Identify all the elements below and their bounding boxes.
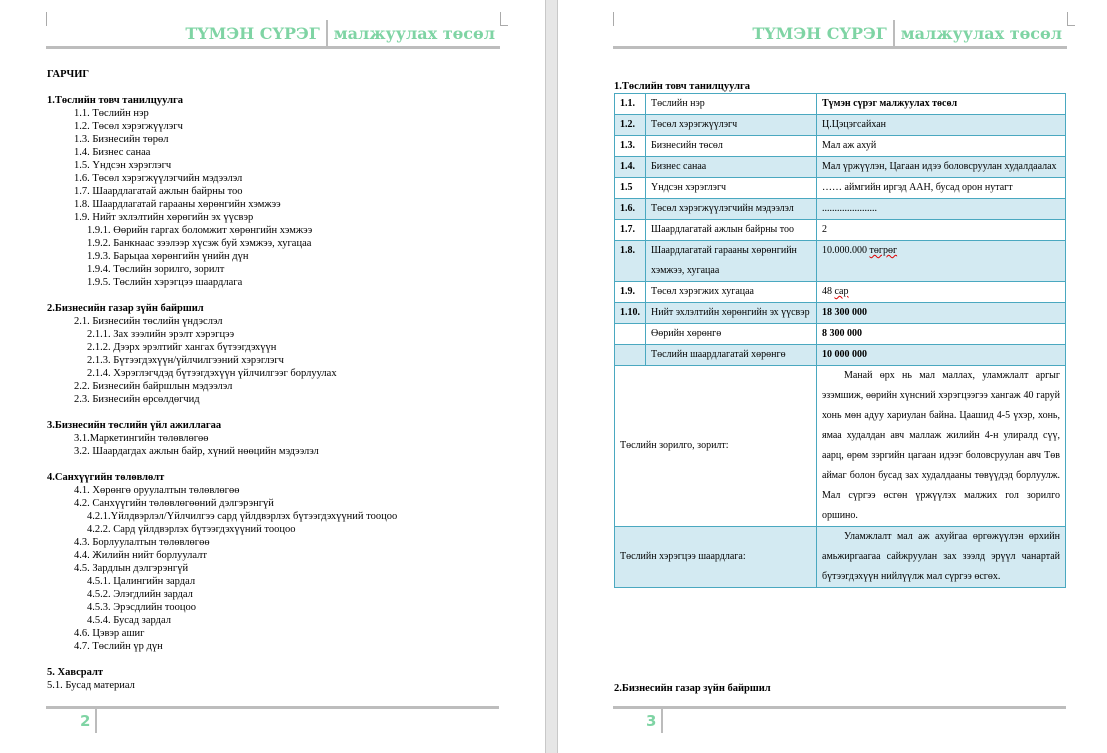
toc-entry[interactable]: 1.4. Бизнес санаа (74, 147, 151, 158)
toc-section-heading[interactable]: 3.Бизнесийн төслийн үйл ажиллагаа (47, 420, 222, 431)
row-value-text: Мал аж ахуй (822, 140, 877, 151)
row-number: 1.9. (615, 282, 646, 303)
row-label: Төсөл хэрэгжүүлэгчийн мэдээлэл (646, 199, 817, 220)
row-number (615, 324, 646, 345)
table-row (615, 345, 1066, 366)
row-label: Төслийн нэр (646, 94, 817, 115)
row-label: Нийт эхлэлтийн хөрөнгийн эх үүсвэр (646, 303, 817, 324)
toc-spacer (47, 458, 397, 471)
toc-entry[interactable]: 2.1.1. Зах зээлийн эрэлт хэрэгцээ (87, 329, 235, 340)
row-number: 1.5 (615, 178, 646, 199)
toc-title: ГАРЧИГ (47, 69, 90, 80)
project-summary-table (614, 93, 1066, 588)
header-title-right: малжуулах төсөл (900, 23, 1062, 43)
table-row (615, 303, 1066, 324)
toc-section-heading[interactable]: 1.Төслийн товч танилцуулга (47, 95, 184, 106)
toc-entry[interactable]: 1.9.5. Төслийн хэрэгцээ шаардлага (87, 277, 243, 288)
row-value-text: 48 (822, 286, 835, 297)
table-row (615, 157, 1066, 178)
row-value-text: Мал үржүүлэн, Цагаан идээ боловсруулан худалдаалах (822, 161, 1057, 172)
footer-divider (661, 709, 663, 733)
row-number: 1.3. (615, 136, 646, 157)
toc-entry[interactable]: 4.7. Төслийн үр дүн (74, 641, 163, 652)
header-rule (613, 46, 1067, 49)
toc-entry[interactable]: 4.1. Хөрөнгө оруулалтын төлөвлөгөө (74, 485, 240, 496)
row-value (817, 303, 1066, 324)
row-value (817, 282, 1066, 303)
section-title: 1.Төслийн товч танилцуулга (614, 81, 751, 92)
goal-text: Манай өрх нь мал маллах, уламжлалт аргыг эзэмшиж, өөрийн хүнсний хэрэгцээгээ хангаж 40 гаруй хонь мөн адуу хариулан байна. Цаашид 4-5 үхэр, хонь, ямаа худалдан авч маллаж жилийн 4-н улиралд сүү, аарц, өрөм зэргийн цагаан идээг боловсруулан авч Төв аймаг болон бусад зах худалдааны төвүүдэд борлуулж. Мал сүргээ өсгөн үржүүлэх малжих гол зорилго оршино. (817, 366, 1066, 527)
row-value (817, 345, 1066, 366)
toc-entry[interactable]: 4.5.2. Элэгдлийн зардал (87, 589, 193, 600)
toc-entry[interactable]: 4.5. Зардлын дэлгэрэнгүй (74, 563, 189, 574)
row-label: Төслийн шаардлагатай хөрөнгө (646, 345, 817, 366)
row-value (817, 220, 1066, 241)
toc-entry[interactable]: 1.3. Бизнесийн төрөл (74, 134, 169, 145)
row-value (817, 324, 1066, 345)
row-value-text: ...................... (822, 203, 877, 214)
header-title-left: ТҮМЭН СҮРЭГ (752, 23, 887, 43)
toc-entry[interactable]: 1.9.1. Өөрийн гаргах боломжит хөрөнгийн хэмжээ (87, 225, 313, 236)
toc-entry[interactable]: 4.2.1.Үйлдвэрлэл/Үйлчилгээ сард үйлдвэрлэх бүтээгдэхүүний тооцоо (87, 511, 398, 522)
row-value-text: …… аймгийн иргэд ААН, бусад орон нутагт (822, 182, 1013, 193)
toc-entry[interactable]: 1.2. Төсөл хэрэгжүүлэгч (74, 121, 183, 132)
table-row (615, 94, 1066, 115)
row-value (817, 94, 1066, 115)
row-value-text: Ц.Цэцэгсайхан (822, 119, 886, 130)
toc-entry[interactable]: 5.1. Бусад материал (47, 680, 135, 691)
row-value-text: 8 300 000 (822, 328, 862, 339)
header-title-left: ТҮМЭН СҮРЭГ (185, 23, 320, 43)
toc-section-heading[interactable]: 2.Бизнесийн газар зүйн байршил (47, 303, 204, 314)
toc-entry[interactable]: 1.7. Шаардлагатай ажлын байрны тоо (74, 186, 243, 197)
row-label: Төсөл хэрэгжих хугацаа (646, 282, 817, 303)
row-value (817, 178, 1066, 199)
header-rule (46, 46, 500, 49)
toc-entry[interactable]: 4.6. Цэвэр ашиг (74, 628, 145, 639)
table-row (615, 324, 1066, 345)
toc-entry[interactable]: 1.9. Нийт эхлэлтийн хөрөгийн эх үүсвэр (74, 212, 254, 223)
row-value (817, 241, 1066, 282)
toc-section-heading[interactable]: 5. Хавсралт (47, 667, 104, 678)
need-text: Уламжлалт мал аж ахуйгаа өргөжүүлэн өрхийн амьжиргаагаа сайжруулан зах зээлд эрүүл чанартай бүтээгдэхүүн нийлүүлж мал сүргээ өсгөх. (817, 527, 1066, 588)
row-label: Төсөл хэрэгжүүлэгч (646, 115, 817, 136)
row-label: Өөрийн хөрөнгө (646, 324, 817, 345)
toc-spacer (47, 653, 397, 666)
row-label: Бизнес санаа (646, 157, 817, 178)
toc-entry[interactable]: 1.9.3. Барьцаа хөрөнгийн үнийн дүн (87, 251, 249, 262)
toc-entry[interactable]: 4.5.4. Бусад зардал (87, 615, 171, 626)
toc-entry[interactable]: 2.2. Бизнесийн байршлын мэдээлэл (74, 381, 233, 392)
row-label: Шаардлагатай ажлын байрны тоо (646, 220, 817, 241)
goal-label: Төслийн зорилго, зорилт: (615, 366, 817, 527)
header-title-right: малжуулах төсөл (333, 23, 495, 43)
toc-entry[interactable]: 2.1. Бизнесийн төслийн үндэслэл (74, 316, 223, 327)
table-row (615, 199, 1066, 220)
toc-entry[interactable]: 2.3. Бизнесийн өрсөлдөгчид (74, 394, 200, 405)
row-number: 1.6. (615, 199, 646, 220)
table-row (615, 282, 1066, 303)
table-row (615, 136, 1066, 157)
row-label: Бизнесийн төсөл (646, 136, 817, 157)
page-gap (545, 0, 558, 753)
table-row (615, 241, 1066, 282)
row-number: 1.7. (615, 220, 646, 241)
toc-entry[interactable]: 1.6. Төсөл хэрэгжүүлэгчийн мэдээлэл (74, 173, 243, 184)
header-divider (326, 20, 328, 46)
next-section-title: 2.Бизнесийн газар зүйн байршил (614, 683, 771, 694)
page-header (47, 20, 495, 46)
header-divider (893, 20, 895, 46)
spellcheck-flagged-word: төгрөг (869, 245, 898, 256)
row-value-text: 2 (822, 224, 827, 235)
toc-entry[interactable]: 3.1.Маркетингийн төлөвлөгөө (74, 433, 209, 444)
toc-entry[interactable]: 4.5.1. Цалингийн зардал (87, 576, 196, 587)
toc-entry[interactable]: 2.1.4. Хэрэглэгчдэд бүтээгдэхүүн үйлчилгээг борлуулах (87, 368, 337, 379)
toc-entry[interactable]: 1.9.2. Банкнаас зээлээр хүсэж буй хэмжээ, хугацаа (87, 238, 312, 249)
row-number: 1.8. (615, 241, 646, 282)
row-number: 1.4. (615, 157, 646, 178)
row-label: Үндсэн хэрэглэгч (646, 178, 817, 199)
footer-rule (46, 706, 499, 709)
toc-entry[interactable]: 2.1.2. Дээрх эрэлтийг хангах бүтээгдэхүүн (87, 342, 277, 353)
document-page-3 (558, 0, 1107, 753)
row-number: 1.1. (615, 94, 646, 115)
table-of-contents (47, 68, 397, 692)
page-header (614, 20, 1062, 46)
toc-entry[interactable]: 3.2. Шаардагдах ажлын байр, хүний нөөцийн мэдээлэл (74, 446, 319, 457)
toc-section-heading[interactable]: 4.Санхүүгийн төлөвлөлт (47, 472, 165, 483)
row-value-text: 10 000 000 (822, 349, 867, 360)
row-number: 1.10. (615, 303, 646, 324)
toc-spacer (47, 289, 397, 302)
table-row (615, 220, 1066, 241)
row-number (615, 345, 646, 366)
page-number: 2 (80, 712, 91, 730)
table-row (615, 115, 1066, 136)
row-value (817, 157, 1066, 178)
table-row (615, 527, 1066, 588)
row-number: 1.2. (615, 115, 646, 136)
toc-entry[interactable]: 4.5.3. Эрэсдлийн тооцоо (87, 602, 196, 613)
toc-entry[interactable]: 4.2.2. Сард үйлдвэрлэх бүтээгдэхүүний тооцоо (87, 524, 296, 535)
spellcheck-flagged-word: сар (834, 286, 849, 297)
row-value-text: 18 300 000 (822, 307, 867, 318)
footer-divider (95, 709, 97, 733)
row-value-text: Түмэн сүрэг малжуулах төсөл (822, 98, 958, 109)
document-page-2 (0, 0, 545, 753)
toc-entry[interactable]: 1.9.4. Төслийн зорилго, зорилт (87, 264, 225, 275)
toc-spacer (47, 406, 397, 419)
row-value (817, 199, 1066, 220)
row-label: Шаардлагатай гарааны хөрөнгийн хэмжээ, хугацаа (646, 241, 817, 282)
toc-entry[interactable]: 2.1.3. Бүтээгдэхүүн/үйлчилгээний хэрэглэгч (87, 355, 284, 366)
page-number: 3 (646, 712, 657, 730)
table-row (615, 366, 1066, 527)
footer-rule (613, 706, 1066, 709)
row-value (817, 136, 1066, 157)
toc-entry[interactable]: 1.5. Үндсэн хэрэглэгч (74, 160, 172, 171)
toc-entry[interactable]: 4.2. Санхүүгийн төлөвлөгөөний дэлгэрэнгүй (74, 498, 274, 509)
toc-entry[interactable]: 4.3. Борлуулалтын төлөвлөгөө (74, 537, 210, 548)
toc-entry[interactable]: 1.8. Шаардлагатай гарааны хөрөнгийн хэмжээ (74, 199, 281, 210)
row-value-text: 10.000.000 (822, 245, 870, 256)
margin-corner-mark (1067, 12, 1075, 26)
margin-corner-mark (500, 12, 508, 26)
toc-spacer (47, 81, 397, 94)
row-value (817, 115, 1066, 136)
toc-entry[interactable]: 1.1. Төслийн нэр (74, 108, 149, 119)
table-row (615, 178, 1066, 199)
need-label: Төслийн хэрэгцээ шаардлага: (615, 527, 817, 588)
toc-entry[interactable]: 4.4. Жилийн нийт борлуулалт (74, 550, 207, 561)
